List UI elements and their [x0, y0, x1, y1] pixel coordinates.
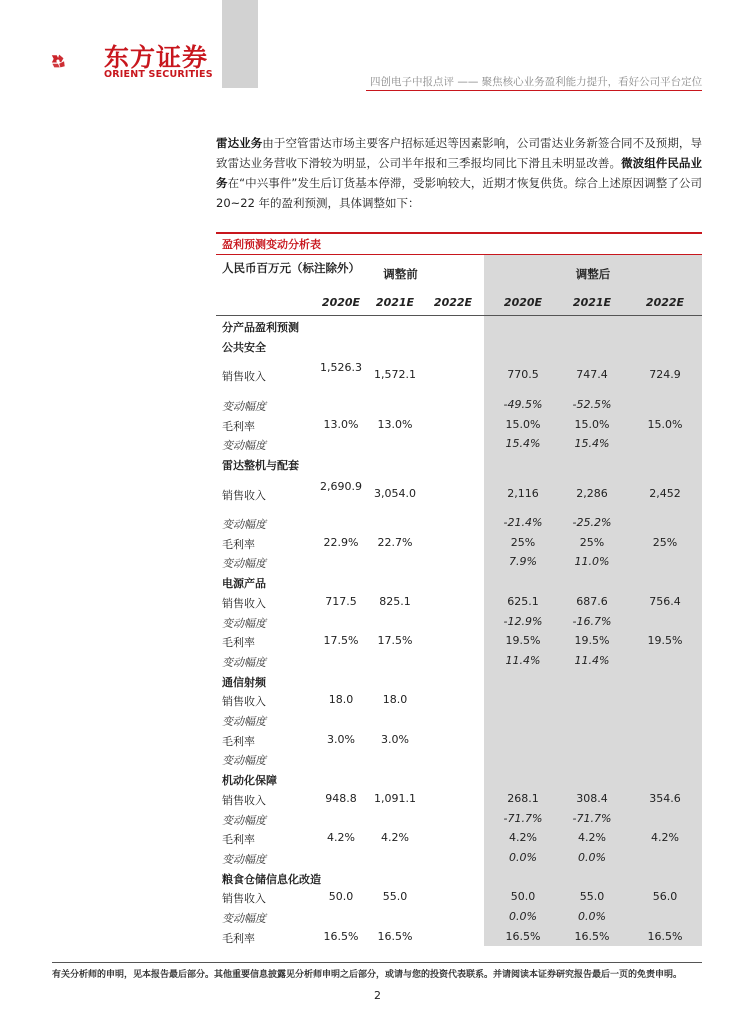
table-row — [216, 474, 702, 513]
table-cell: 3.0% — [327, 732, 355, 746]
row-label: 销售收入 — [222, 793, 266, 807]
table-cell: -21.4% — [503, 516, 543, 529]
table-cell: 756.4 — [649, 594, 681, 608]
orient-securities-logo-icon — [50, 36, 102, 86]
table-cell: 17.5% — [377, 634, 413, 648]
table-top-rule — [216, 232, 702, 234]
report-title: 四创电子中报点评 —— 聚焦核心业务盈利能力提升，看好公司平台定位 — [370, 76, 703, 88]
table-cell: 770.5 — [507, 368, 539, 382]
table-cell: 50.0 — [328, 890, 354, 904]
table-cell: 16.5% — [574, 929, 610, 943]
table-row — [216, 415, 702, 435]
year-header: 2021E — [375, 296, 415, 309]
table-cell: 3.0% — [381, 732, 409, 746]
table-cell: 4.2% — [381, 831, 409, 845]
table-cell: 4.2% — [327, 831, 355, 845]
row-label: 销售收入 — [222, 370, 266, 384]
table-cell: 18.0 — [328, 693, 354, 707]
table-cell: 11.0% — [574, 555, 610, 569]
row-label: 销售收入 — [222, 596, 266, 610]
table-cell: 13.0% — [377, 417, 413, 431]
row-label: 变动幅度 — [222, 754, 266, 768]
table-row — [216, 336, 702, 356]
row-label: 销售收入 — [222, 695, 266, 709]
row-label: 变动幅度 — [222, 813, 266, 827]
row-label: 变动幅度 — [222, 557, 266, 571]
intro-paragraph — [216, 133, 702, 213]
table-cell: 717.5 — [325, 594, 357, 608]
table-cell: -25.2% — [572, 516, 612, 529]
table-cell: 2,116 — [507, 486, 539, 500]
table-row — [216, 395, 702, 415]
table-cell: 11.4% — [574, 653, 610, 667]
year-header: 2020E — [503, 296, 543, 309]
table-cell: -52.5% — [572, 397, 612, 411]
table-row — [216, 651, 702, 671]
table-cell: 15.4% — [574, 437, 610, 451]
row-label: 粮食仓储信息化改造 — [222, 872, 321, 886]
table-row — [216, 789, 702, 809]
table-row — [216, 730, 702, 750]
table-cell: 50.0 — [510, 890, 536, 904]
table-cell: 13.0% — [323, 417, 359, 431]
row-label: 销售收入 — [222, 488, 266, 502]
table-cell: 1,526.3 — [320, 361, 362, 375]
table-cell: 4.2% — [651, 831, 679, 845]
table-cell: -49.5% — [503, 397, 543, 411]
row-label: 毛利率 — [222, 734, 255, 748]
table-cell: 25% — [652, 535, 678, 549]
table-cell: 55.0 — [382, 890, 408, 904]
table-row — [216, 434, 702, 454]
table-unit-label: 人民币百万元（标注除外） — [222, 261, 360, 275]
table-row — [216, 552, 702, 572]
table-cell: 2,452 — [649, 486, 681, 500]
table-row — [216, 316, 702, 336]
header-grey-bar — [222, 0, 258, 88]
table-cell: 15.4% — [505, 437, 541, 451]
table-cell: 15.0% — [574, 417, 610, 431]
microwave-business-heading: 微波组件民品业务 — [216, 156, 703, 190]
radar-business-text: 由于空管雷达市场主要客户招标延迟等因素影响，公司雷达业务新签合同不及预期，导致雷达业务营收下滑较为明显，公司半年报和三季报均同比下滑且未明显改善。 — [216, 136, 702, 170]
table-cell: 4.2% — [509, 831, 537, 845]
table-row — [216, 631, 702, 651]
table-row — [216, 907, 702, 927]
table-row — [216, 769, 702, 789]
table-row — [216, 809, 702, 829]
table-row — [216, 710, 702, 730]
row-label: 毛利率 — [222, 537, 255, 551]
row-label: 变动幅度 — [222, 616, 266, 630]
table-cell: 16.5% — [647, 929, 683, 943]
table-cell: 825.1 — [379, 594, 411, 608]
table-cell: 1,091.1 — [374, 791, 416, 805]
table-row — [216, 355, 702, 394]
row-label: 通信射频 — [222, 675, 266, 689]
row-label: 变动幅度 — [222, 655, 266, 669]
table-cell: 0.0% — [509, 850, 537, 864]
table-cell: 15.0% — [505, 417, 541, 431]
table-row — [216, 848, 702, 868]
footer-rule — [52, 962, 702, 963]
microwave-business-text: 在“中兴事件”发生后订货基本停滞，受影响较大，近期才恢复供货。综合上述原因调整了公司 20~22 年的盈利预测，具体调整如下： — [216, 176, 702, 210]
table-title: 盈利预测变动分析表 — [222, 238, 321, 251]
table-row — [216, 533, 702, 553]
table-row — [216, 887, 702, 907]
row-label: 机动化保障 — [222, 774, 277, 788]
row-label: 毛利率 — [222, 419, 255, 433]
row-label: 变动幅度 — [222, 912, 266, 925]
table-row — [216, 749, 702, 769]
table-cell: -16.7% — [572, 614, 612, 628]
table-row — [216, 592, 702, 612]
table-cell: 16.5% — [377, 929, 413, 943]
table-row — [216, 513, 702, 533]
table-cell: 2,286 — [576, 486, 608, 500]
table-cell: 55.0 — [579, 890, 605, 904]
group-header-before: 调整前 — [383, 267, 418, 281]
brand-name-cn: 东方证券 — [104, 43, 209, 72]
row-label: 变动幅度 — [222, 439, 266, 453]
table-row — [216, 690, 702, 710]
table-cell: 16.5% — [505, 929, 541, 943]
table-cell: 0.0% — [509, 910, 537, 923]
page-number: 2 — [374, 989, 381, 1002]
table-cell: 308.4 — [576, 791, 608, 805]
table-cell: 19.5% — [647, 634, 683, 648]
group-header-after: 调整后 — [575, 267, 611, 281]
row-label: 雷达整机与配套 — [222, 458, 299, 472]
table-cell: 3,054.0 — [374, 486, 416, 500]
row-label: 销售收入 — [222, 892, 266, 906]
table-cell: 687.6 — [576, 594, 608, 608]
table-row — [216, 572, 702, 592]
table-cell: -12.9% — [503, 614, 543, 628]
row-label: 毛利率 — [222, 931, 255, 945]
table-cell: 17.5% — [323, 634, 359, 648]
table-cell: 0.0% — [578, 910, 606, 923]
table-row — [216, 828, 702, 848]
table-cell: 56.0 — [652, 890, 678, 904]
table-row — [216, 671, 702, 691]
table-cell: 15.0% — [647, 417, 683, 431]
table-cell: 747.4 — [576, 368, 608, 382]
table-cell: 19.5% — [574, 634, 610, 648]
row-label: 变动幅度 — [222, 715, 266, 728]
table-cell: 16.5% — [323, 929, 359, 943]
table-cell: 22.7% — [377, 535, 413, 549]
table-cell: 724.9 — [649, 368, 681, 382]
row-label: 毛利率 — [222, 636, 255, 650]
table-cell: 18.0 — [382, 693, 408, 707]
table-cell: 625.1 — [507, 594, 539, 608]
table-cell: -71.7% — [572, 811, 612, 825]
table-cell: 11.4% — [505, 653, 541, 667]
table-cell: 1,572.1 — [374, 368, 416, 382]
year-header: 2020E — [321, 296, 361, 309]
brand-name-en: ORIENT SECURITIES — [104, 69, 213, 80]
table-cell: 268.1 — [507, 791, 539, 805]
table-cell: 22.9% — [323, 535, 359, 549]
row-label: 毛利率 — [222, 833, 255, 847]
table-cell: 2,690.9 — [320, 479, 362, 493]
table-row — [216, 868, 702, 888]
year-header: 2022E — [433, 296, 473, 309]
row-label: 分产品盈利预测 — [222, 321, 299, 334]
table-cell: 0.0% — [578, 850, 606, 864]
table-cell: 948.8 — [325, 791, 357, 805]
row-label: 电源产品 — [222, 577, 266, 591]
table-cell: 25% — [579, 535, 605, 549]
row-label: 变动幅度 — [222, 399, 266, 413]
table-cell: 4.2% — [578, 831, 606, 845]
year-header: 2021E — [572, 296, 612, 309]
table-row — [216, 612, 702, 632]
row-label: 公共安全 — [222, 340, 266, 354]
table-cell: -71.7% — [503, 811, 543, 825]
table-cell: 354.6 — [649, 791, 681, 805]
year-header: 2022E — [645, 296, 685, 309]
header-divider — [366, 90, 702, 91]
radar-business-heading: 雷达业务 — [216, 136, 263, 150]
table-cell: 7.9% — [509, 555, 537, 569]
table-row — [216, 927, 702, 947]
table-cell: 19.5% — [505, 634, 541, 648]
table-row — [216, 454, 702, 474]
row-label: 变动幅度 — [222, 852, 266, 866]
table-cell: 25% — [510, 535, 536, 549]
row-label: 变动幅度 — [222, 518, 266, 531]
footer-disclaimer: 有关分析师的申明，见本报告最后部分。其他重要信息披露见分析师申明之后部分，或请与您的投资代表联系。并请阅读本证券研究报告最后一页的免责申明。 — [52, 970, 683, 980]
